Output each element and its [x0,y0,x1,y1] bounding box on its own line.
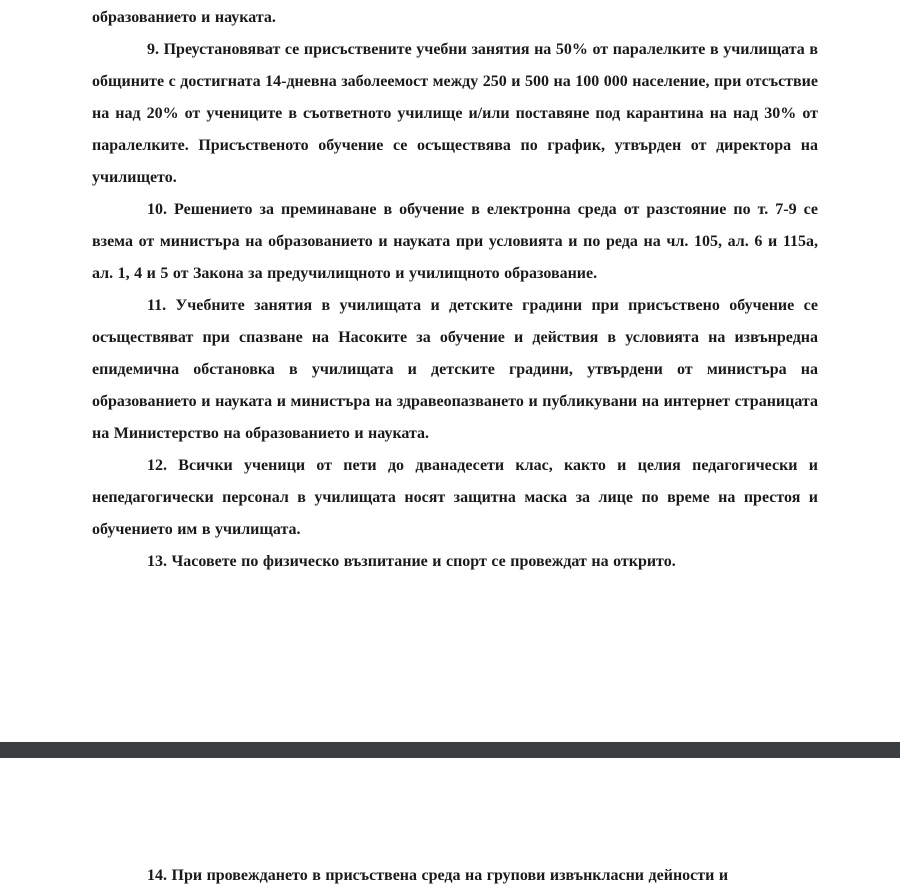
paragraph-text: Решението за преминаване в обучение в електронна среда от разстояние по т. 7-9 се взема от министъра на образованието и науката при условията и по реда на чл. 105, ал. 6 и 115а, ал. 1, 4 и 5 от Закона за предучилищното и училищното образование. [92,201,819,282]
paragraph-number: 12. [147,457,167,474]
paragraph-number: 14. [147,867,167,884]
paragraph-text: образованието и науката. [92,9,276,26]
paragraph-11 [92,290,818,450]
paragraph-text: Преустановяват се присъствените учебни занятия на 50% от паралелките в училищата в общините с достигната 14-дневна заболеемост между 250 и 500 на 100 000 население, при отсъствие на над 20% от учениците в съответното училище и/или поставяне под карантина на над 30% от паралелките. Присъственото обучение се осъществява по график, утвърден от директора на училището. [92,41,819,186]
page-2-text [92,860,818,892]
paragraph-continuation [92,2,818,34]
paragraph-9 [92,34,818,194]
paragraph-10 [92,194,818,290]
page-1-text [92,2,818,578]
paragraph-14 [92,860,818,892]
paragraph-text: Всички ученици от пети до дванадесети клас, както и целия педагогически и непедагогически персонал в училищата носят защитна маска за лице по време на престоя и обучението им в училищата. [92,457,819,538]
document-page-2 [0,758,900,895]
paragraph-text: Учебните занятия в училищата и детските градини при присъствено обучение се осъществяват при спазване на Насоките за обучение и действия в условията на извънредна епидемична обстановка в училищата и детските градини, утвърдени от министъра на образованието и науката и министъра на здравеопазването и публикувани на интернет страницата на Министерство на образованието и науката. [92,297,819,442]
paragraph-number: 11. [147,297,167,314]
paragraph-text: Часовете по физическо възпитание и спорт се провеждат на открито. [171,553,676,570]
page-separator [0,742,900,758]
paragraph-number: 13. [147,553,167,570]
paragraph-13 [92,546,818,578]
paragraph-12 [92,450,818,546]
paragraph-text: При провеждането в присъствена среда на групови извънкласни дейности и [171,867,729,884]
paragraph-number: 10. [147,201,167,218]
paragraph-number: 9. [147,41,159,58]
